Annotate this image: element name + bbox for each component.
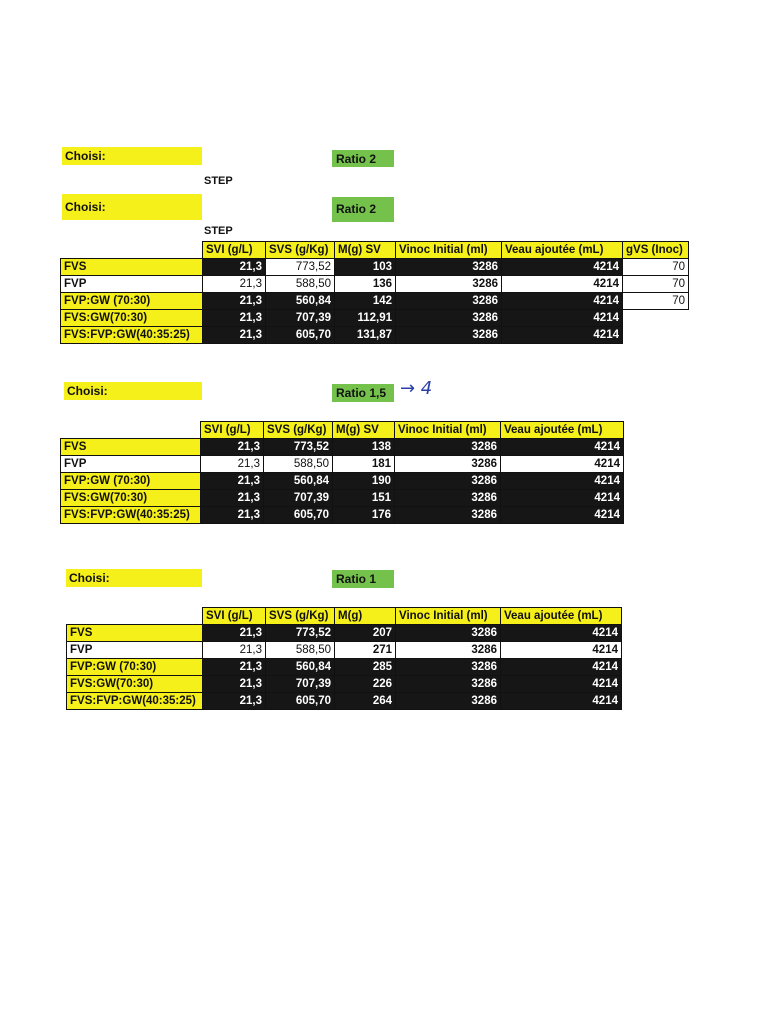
- row-name: FVP: [67, 642, 203, 659]
- cell-veau: 4214: [501, 642, 622, 659]
- header-svs: SVS (g/Kg): [266, 242, 335, 259]
- cell-m: 207: [335, 625, 396, 642]
- header-corner: [61, 242, 203, 259]
- cell-veau: 4214: [502, 327, 623, 344]
- table-ratio-1-5: [60, 421, 624, 524]
- row-name: FVP: [61, 276, 203, 293]
- table-row: [61, 456, 624, 473]
- cell-svi: 21,3: [203, 259, 266, 276]
- cell-svs: 560,84: [266, 659, 335, 676]
- choisi-label-4: Choisi:: [66, 569, 202, 587]
- cell-veau: 4214: [501, 625, 622, 642]
- cell-svs: 605,70: [264, 507, 333, 524]
- row-name: FVP:GW (70:30): [61, 293, 203, 310]
- cell-vinoc: 3286: [396, 693, 501, 710]
- ratio-label-2: Ratio 2: [332, 197, 394, 222]
- cell-veau: 4214: [502, 259, 623, 276]
- cell-svs: 773,52: [266, 259, 335, 276]
- header-corner: [61, 422, 201, 439]
- row-name: FVS:FVP:GW(40:35:25): [61, 327, 203, 344]
- row-name: FVS:GW(70:30): [67, 676, 203, 693]
- table-row: [61, 327, 689, 344]
- cell-svi: 21,3: [203, 293, 266, 310]
- table-row: [67, 676, 622, 693]
- cell-vinoc: 3286: [396, 625, 501, 642]
- cell-m: 138: [333, 439, 395, 456]
- table-header-row: [61, 422, 624, 439]
- cell-svs: 605,70: [266, 327, 335, 344]
- cell-svs: 707,39: [264, 490, 333, 507]
- cell-svs: 707,39: [266, 676, 335, 693]
- cell-svi: 21,3: [201, 507, 264, 524]
- choisi-label-1: Choisi:: [62, 147, 202, 165]
- cell-svi: 21,3: [201, 439, 264, 456]
- header-svs: SVS (g/Kg): [264, 422, 333, 439]
- row-name: FVP:GW (70:30): [67, 659, 203, 676]
- cell-veau: 4214: [501, 456, 624, 473]
- cell-svi: 21,3: [203, 310, 266, 327]
- cell-m: 285: [335, 659, 396, 676]
- cell-gvs: 70: [623, 259, 689, 276]
- table-row: [61, 473, 624, 490]
- table-ratio-2: [60, 241, 689, 344]
- cell-vinoc: 3286: [396, 293, 502, 310]
- table-row: [61, 439, 624, 456]
- cell-veau: 4214: [501, 507, 624, 524]
- cell-m: 142: [335, 293, 396, 310]
- table-row: [67, 642, 622, 659]
- header-svs: SVS (g/Kg): [266, 608, 335, 625]
- cell-gvs: 70: [623, 293, 689, 310]
- header-gvs: gVS (Inoc): [623, 242, 689, 259]
- header-svi: SVI (g/L): [203, 608, 266, 625]
- row-name: FVS: [61, 259, 203, 276]
- cell-vinoc: 3286: [395, 439, 501, 456]
- cell-m: 112,91: [335, 310, 396, 327]
- handwritten-note: → 4: [400, 378, 433, 399]
- cell-gvs: 70: [623, 276, 689, 293]
- cell-vinoc: 3286: [395, 473, 501, 490]
- cell-veau: 4214: [501, 659, 622, 676]
- cell-veau: 4214: [502, 293, 623, 310]
- table-header-row: [67, 608, 622, 625]
- cell-m: 103: [335, 259, 396, 276]
- cell-m: 176: [333, 507, 395, 524]
- table-row: [61, 490, 624, 507]
- cell-svs: 588,50: [266, 276, 335, 293]
- choisi-label-2: Choisi:: [62, 194, 202, 220]
- cell-veau: 4214: [501, 490, 624, 507]
- cell-svi: 21,3: [203, 693, 266, 710]
- cell-vinoc: 3286: [395, 456, 501, 473]
- cell-m: 151: [333, 490, 395, 507]
- cell-svi: 21,3: [203, 642, 266, 659]
- header-veau: Veau ajoutée (mL): [501, 608, 622, 625]
- header-corner: [67, 608, 203, 625]
- header-m: M(g) SV: [333, 422, 395, 439]
- cell-m: 271: [335, 642, 396, 659]
- step-label-2: STEP: [204, 225, 233, 237]
- cell-svs: 773,52: [266, 625, 335, 642]
- cell-veau: 4214: [501, 693, 622, 710]
- cell-vinoc: 3286: [396, 259, 502, 276]
- table-row: [67, 693, 622, 710]
- ratio-label-3: Ratio 1,5: [332, 384, 394, 402]
- cell-svs: 773,52: [264, 439, 333, 456]
- cell-svi: 21,3: [203, 327, 266, 344]
- step-label-1: STEP: [204, 175, 233, 187]
- cell-svi: 21,3: [203, 659, 266, 676]
- table-ratio-1: [66, 607, 622, 710]
- cell-vinoc: 3286: [396, 676, 501, 693]
- cell-veau: 4214: [501, 473, 624, 490]
- row-name: FVS: [61, 439, 201, 456]
- cell-m: 190: [333, 473, 395, 490]
- table-row: [61, 293, 689, 310]
- cell-m: 136: [335, 276, 396, 293]
- cell-svi: 21,3: [203, 625, 266, 642]
- cell-m: 226: [335, 676, 396, 693]
- table-row: [67, 659, 622, 676]
- cell-svs: 588,50: [266, 642, 335, 659]
- row-name: FVS:GW(70:30): [61, 310, 203, 327]
- cell-svs: 588,50: [264, 456, 333, 473]
- ratio-label-1: Ratio 2: [332, 150, 394, 167]
- ratio-label-4: Ratio 1: [332, 570, 394, 588]
- cell-vinoc: 3286: [396, 659, 501, 676]
- row-name: FVP: [61, 456, 201, 473]
- cell-svi: 21,3: [201, 473, 264, 490]
- cell-svi: 21,3: [201, 490, 264, 507]
- cell-vinoc: 3286: [396, 276, 502, 293]
- cell-veau: 4214: [501, 676, 622, 693]
- header-m: M(g): [335, 608, 396, 625]
- cell-vinoc: 3286: [395, 490, 501, 507]
- table-header-row: [61, 242, 689, 259]
- cell-veau: 4214: [501, 439, 624, 456]
- cell-m: 131,87: [335, 327, 396, 344]
- cell-svs: 560,84: [266, 293, 335, 310]
- cell-svi: 21,3: [201, 456, 264, 473]
- cell-vinoc: 3286: [395, 507, 501, 524]
- row-name: FVS:FVP:GW(40:35:25): [61, 507, 201, 524]
- cell-m: 181: [333, 456, 395, 473]
- cell-svs: 560,84: [264, 473, 333, 490]
- header-vinoc: Vinoc Initial (ml): [395, 422, 501, 439]
- cell-veau: 4214: [502, 310, 623, 327]
- cell-svs: 707,39: [266, 310, 335, 327]
- header-vinoc: Vinoc Initial (ml): [396, 608, 501, 625]
- cell-gvs: [623, 327, 689, 344]
- header-veau: Veau ajoutée (mL): [502, 242, 623, 259]
- header-svi: SVI (g/L): [203, 242, 266, 259]
- table-row: [67, 625, 622, 642]
- cell-svs: 605,70: [266, 693, 335, 710]
- cell-vinoc: 3286: [396, 310, 502, 327]
- table-row: [61, 276, 689, 293]
- choisi-label-3: Choisi:: [64, 382, 202, 400]
- cell-svi: 21,3: [203, 276, 266, 293]
- table-row: [61, 259, 689, 276]
- row-name: FVS:GW(70:30): [61, 490, 201, 507]
- cell-vinoc: 3286: [396, 327, 502, 344]
- table-row: [61, 310, 689, 327]
- cell-veau: 4214: [502, 276, 623, 293]
- row-name: FVS:FVP:GW(40:35:25): [67, 693, 203, 710]
- header-svi: SVI (g/L): [201, 422, 264, 439]
- header-m: M(g) SV: [335, 242, 396, 259]
- header-veau: Veau ajoutée (mL): [501, 422, 624, 439]
- cell-vinoc: 3286: [396, 642, 501, 659]
- row-name: FVS: [67, 625, 203, 642]
- row-name: FVP:GW (70:30): [61, 473, 201, 490]
- cell-svi: 21,3: [203, 676, 266, 693]
- cell-gvs: [623, 310, 689, 327]
- table-row: [61, 507, 624, 524]
- cell-m: 264: [335, 693, 396, 710]
- header-vinoc: Vinoc Initial (ml): [396, 242, 502, 259]
